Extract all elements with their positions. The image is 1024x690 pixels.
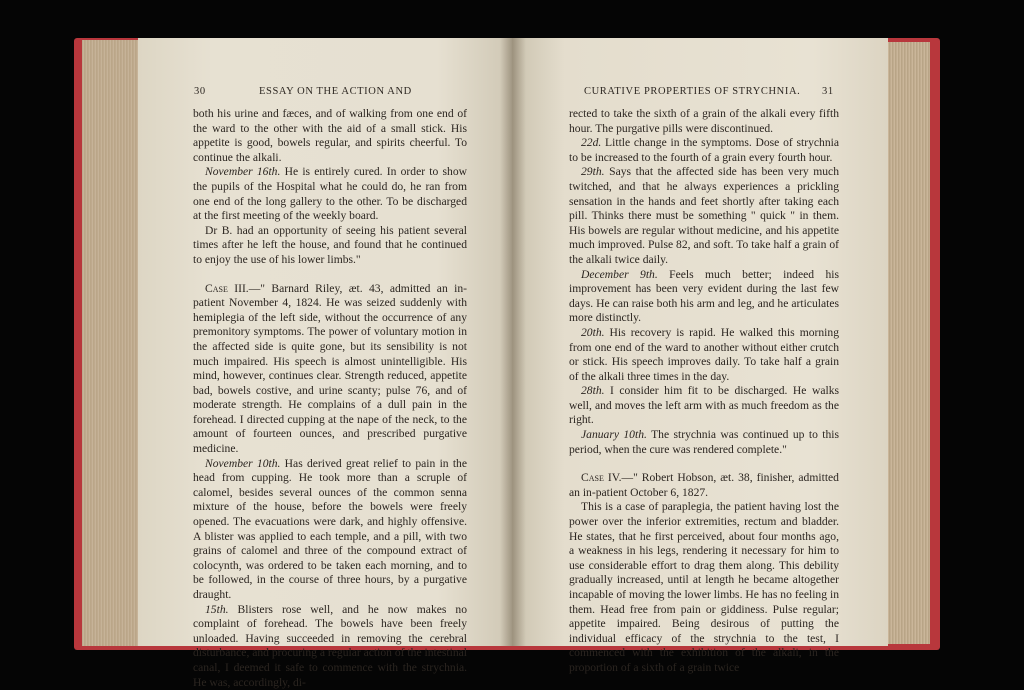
paragraph: both his urine and fæces, and of walking from one end of the ward to the other with the aid of a small stick. His appetite is good, bowels regular, and spirits cheerful. To continue the alkali. [193,107,467,164]
paragraph: Case III.—" Barnard Riley, æt. 43, admitted an in-patient November 4, 1824. He was seized suddenly with hemiplegia of the left side, without the occurrence of any premonitory symptoms. The power of voluntary motion in the affected side is quite gone, but its sensibility is not much impaired. His speech is almost unintelligible. His mind, however, continues clear. Strength reduced, appetite bad, bowels costive, and urine scanty; pulse 76, and of moderate strength. He complains of a dull pain in the forehead. I directed cupping at the nape of the neck, to the amount of fourteen ounces, and prescribed purgative medicine. [193,281,467,456]
paragraph: 15th. Blisters rose well, and he now makes no complaint of forehead. The bowels have been freely unloaded. Having succeeded in removing the cerebral disturbance, and procuring a regular action of the intestinal canal, I deemed it safe to commence with the strychnia. He was, accordingly, di- [193,602,467,689]
paragraph: 28th. I consider him fit to be discharged. He walks well, and moves the left arm with as much freedom as the right. [569,384,839,427]
paragraph: 22d. Little change in the symptoms. Dose of strychnia to be increased to the fourth of a grain every fourth hour. [569,136,839,164]
paragraph: November 16th. He is entirely cured. In order to show the pupils of the Hospital what he could do, he ran from one end of the long gallery to the other. To be discharged at the first meeting of the weekly board. [193,165,467,223]
page-edges-left [82,40,140,646]
page-number-left: 30 [194,86,206,97]
paragraph: Case IV.—" Robert Hobson, æt. 38, finisher, admitted an in-patient October 6, 1827. [569,471,839,499]
page-edges-right [884,42,930,644]
running-head-right: CURATIVE PROPERTIES OF STRYCHNIA. [584,86,801,97]
left-page-text [193,107,467,690]
paragraph: Dr B. had an opportunity of seeing his patient several times after he left the house, and found that he continued to enjoy the use of his lower limbs." [193,223,467,266]
book-gutter-shadow [500,38,526,646]
right-page [512,38,888,674]
paragraph: rected to take the sixth of a grain of the alkali every fifth hour. The purgative pills were discontinued. [569,107,839,135]
running-head-left: ESSAY ON THE ACTION AND [259,86,412,97]
right-page-text [569,107,839,676]
paragraph: 20th. His recovery is rapid. He walked this morning from one end of the ward to another without either crutch or stick. His speech improves daily. To take half a grain of the alkali three times in the day. [569,325,839,383]
paragraph: January 10th. The strychnia was continued up to this period, when the cure was rendered complete." [569,428,839,456]
paragraph: 29th. Says that the affected side has been very much twitched, and that he always experiences a prickling sensation in the hands and feet shortly after taking each pill. Thinks there must be something " quick " in them. His bowels are regular without medicine, and his appetite much improved. Pulse 82, and soft. To take half a grain of the alkali twice daily. [569,165,839,266]
left-page [138,38,512,689]
paragraph: November 10th. Has derived great relief to pain in the head from cupping. He took more than a scruple of calomel, besides several ounces of the common senna mixture of the house, before the bowels were freely opened. The evacuations were dark, and highly offensive. A blister was applied to each temple, and a pill, with two grains of calomel and three of the compound extract of colocynth, was ordered to be taken each morning, and to be followed, in the course of three hours, by a purgative draught. [193,456,467,601]
paragraph: December 9th. Feels much better; indeed his improvement has been very evident during the last few days. He can raise both his arm and leg, and he articulates more distinctly. [569,267,839,325]
page-number-right: 31 [822,86,834,97]
paragraph: This is a case of paraplegia, the patient having lost the power over the inferior extremities, rectum and bladder. He states, that he first perceived, about four months ago, a weakness in his legs, rendering it necessary for him to use considerable effort to drag them along. This debility gradually increased, until at length he became altogether incapable of moving the lower limbs. He has no feeling in them. Head free from pain or giddiness. Pulse regular; appetite impaired. Being desirous of putting the individual efficacy of the strychnia to the test, I commenced with the exhibition of the alkali, in the proportion of a sixth of a grain twice [569,500,839,674]
